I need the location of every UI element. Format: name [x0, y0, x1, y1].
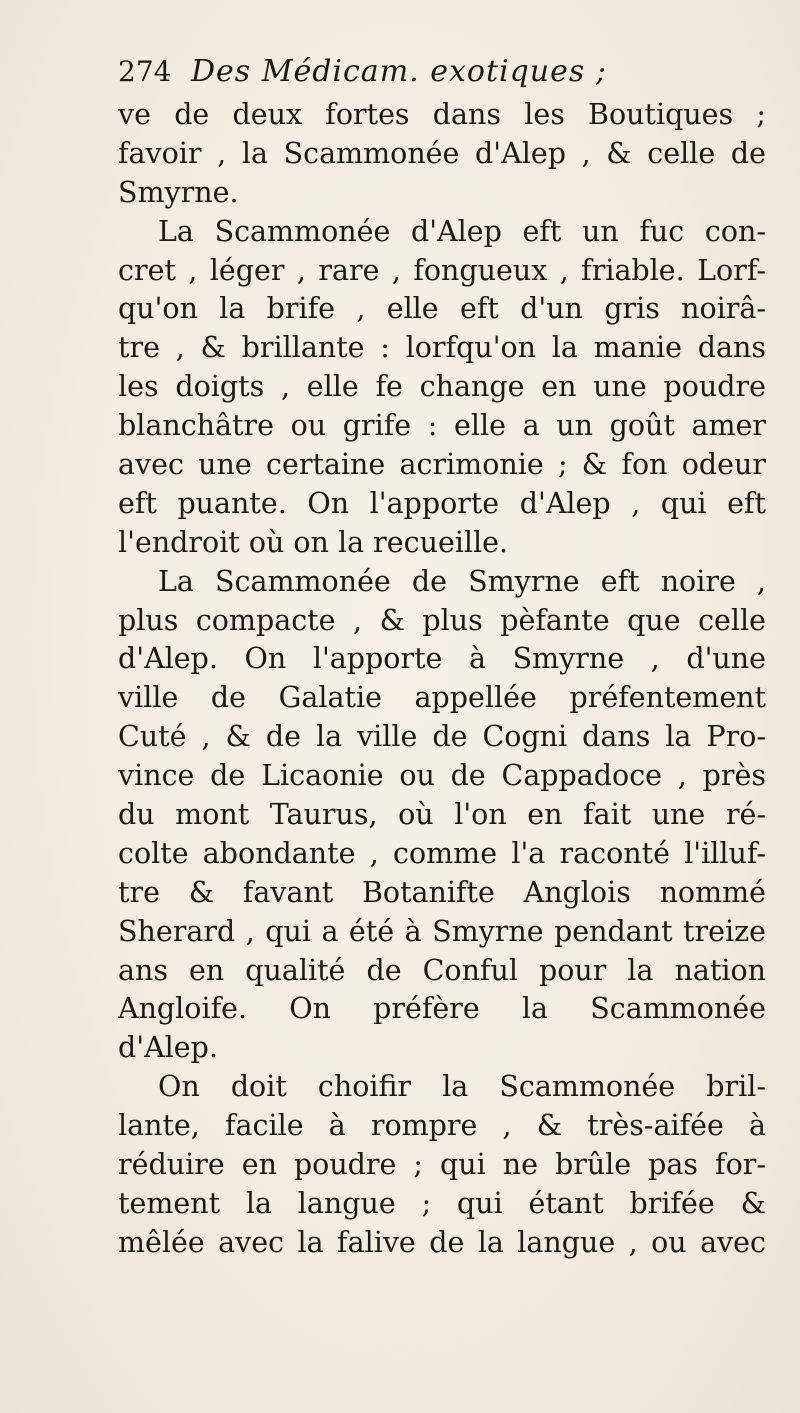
running-title: Des Médicam. exotiques ; [191, 54, 607, 89]
text-line: vince de Licaonie ou de Cappadoce , près [118, 759, 766, 793]
text-line: les doigts , elle fe change en une poudre [118, 370, 766, 404]
text-line: avec une certaine acrimonie ; & fon odeur [118, 448, 766, 482]
text-line: mêlée avec la falive de la langue , ou avec [118, 1225, 766, 1259]
page-number: 274 [118, 55, 172, 88]
text-line: tre & favant Botanifte Anglois nommé [118, 875, 766, 909]
text-line: ville de Galatie appellée préfentement [118, 681, 766, 715]
text-line: du mont Taurus, où l'on en fait une ré- [118, 798, 766, 832]
text-line: réduire en poudre ; qui ne brûle pas for- [118, 1148, 766, 1182]
text-line: La Scammonée de Smyrne eft noire , [158, 564, 766, 598]
text-line: lante, facile à rompre , & très-aifée à [118, 1109, 766, 1143]
text-line: Smyrne. [118, 175, 239, 209]
text-line: plus compacte , & plus pèfante que celle [118, 603, 766, 637]
running-header [118, 48, 758, 96]
text-line: colte abondante , comme l'a raconté l'illuf- [118, 836, 766, 870]
body-text [118, 96, 766, 1263]
text-line: d'Alep. [118, 1031, 218, 1065]
text-line: qu'on la brife , elle eft d'un gris noirâ- [118, 292, 766, 326]
text-line: On doit choifir la Scammonée bril- [158, 1070, 766, 1104]
text-line: tre , & brillante : lorfqu'on la manie dans [118, 331, 766, 365]
text-line: eft puante. On l'apporte d'Alep , qui eft [118, 486, 766, 520]
text-line: blanchâtre ou grife : elle a un goût amer [118, 409, 766, 443]
text-line: l'endroit où on la recueille. [118, 525, 509, 559]
text-line: favoir , la Scammonée d'Alep , & celle de [118, 136, 766, 170]
text-line: tement la langue ; qui étant brifée & [118, 1186, 766, 1220]
text-line: ans en qualité de Conful pour la nation [118, 953, 766, 987]
text-line: cret , léger , rare , fongueux , friable. Lorf- [118, 253, 766, 287]
text-line: d'Alep. On l'apporte à Smyrne , d'une [118, 642, 766, 676]
text-line: Cuté , & de la ville de Cogni dans la Pro- [118, 720, 766, 754]
text-line: Sherard , qui a été à Smyrne pendant treize [118, 914, 766, 948]
text-line: La Scammonée d'Alep eft un fuc con- [158, 214, 766, 248]
text-line: Angloife. On préfère la Scammonée [118, 992, 766, 1026]
text-line: ve de deux fortes dans les Boutiques ; [118, 98, 766, 131]
